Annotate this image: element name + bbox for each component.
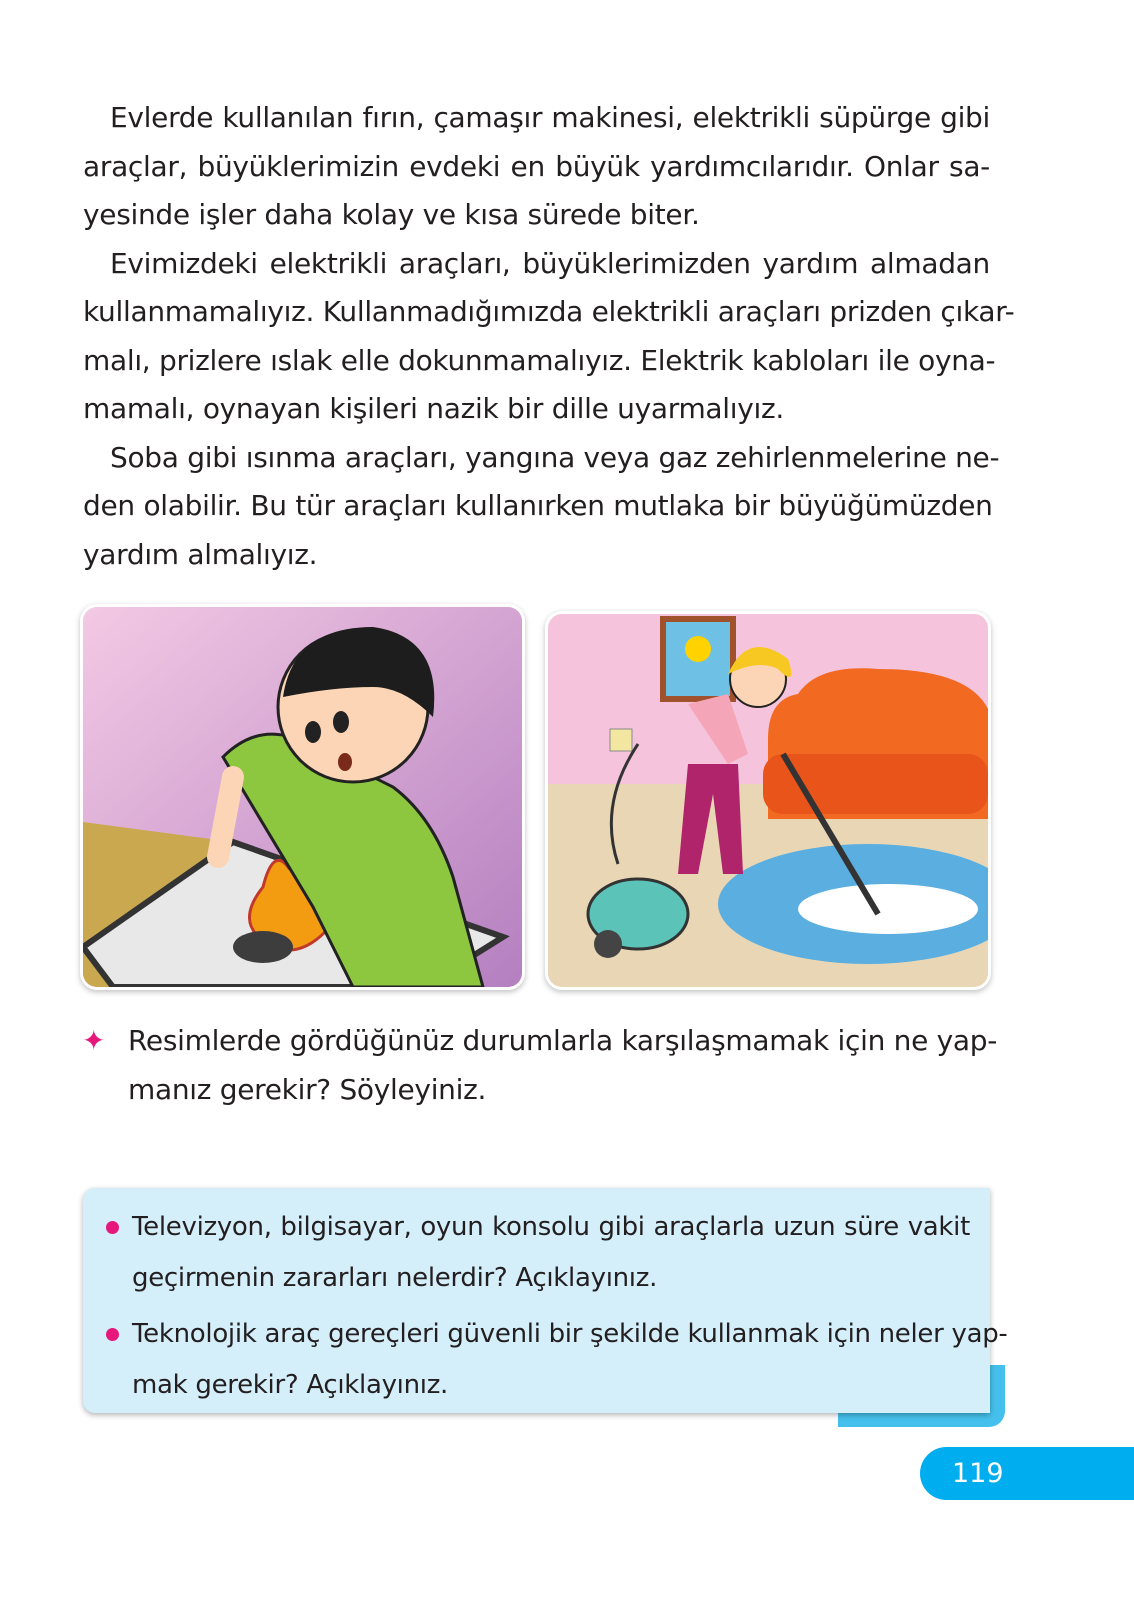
text-line: Evlerde kullanılan fırın, çamaşır makinesi, elektrikli süpürge gibi: [110, 101, 990, 134]
page-number: 119: [920, 1447, 1134, 1500]
bullet-icon: [106, 1221, 119, 1234]
box-item-2: [132, 1309, 1008, 1411]
text-line: Soba gibi ısınma araçları, yangına veya gaz zehirlenmelerine ne-: [110, 440, 1000, 474]
text-line: yardım almalıyız.: [83, 537, 318, 571]
illustration-boy-stove-fire: [83, 607, 522, 987]
illustration-girl-vacuum: [548, 614, 988, 987]
text-line: yesinde işler daha kolay ve kısa sürede biter.: [83, 198, 700, 231]
text-line: Evimizdeki elektrikli araçları, büyüklerimizden yardım almadan: [110, 246, 990, 280]
text-line: den olabilir. Bu tür araçları kullanırken mutlaka bir büyüğümüzden: [83, 489, 993, 522]
text-line: manız gerekir? Söyleyiniz.: [128, 1072, 487, 1106]
text-line: Teknolojik araç gereçleri güvenli bir şekilde kullanmak için neler yap-: [132, 1319, 1008, 1349]
paragraph-3: [83, 434, 1000, 580]
text-line: Televizyon, bilgisayar, oyun konsolu gibi araçlarla uzun süre vakit: [132, 1212, 970, 1242]
text-line: geçirmenin zararları nelerdir? Açıklayınız.: [132, 1263, 658, 1293]
text-line: araçlar, büyüklerimizin evdeki en büyük yardımcılarıdır. Onlar sa-: [83, 149, 990, 183]
paragraph-1: [83, 94, 990, 240]
box-item-1: [132, 1202, 970, 1304]
text-line: mamalı, oynayan kişileri nazik bir dille uyarmalıyız.: [83, 392, 784, 425]
question-text: [128, 1017, 998, 1114]
text-line: Resimlerde gördüğünüz durumlarla karşılaşmamak için ne yap-: [128, 1024, 998, 1057]
paragraph-2: [83, 240, 1015, 434]
text-line: kullanmamalıyız. Kullanmadığımızda elektrikli araçları prizden çıkar-: [83, 295, 1015, 328]
star-icon: ✦: [82, 1024, 106, 1057]
bullet-icon: [106, 1328, 119, 1341]
text-line: malı, prizlere ıslak elle dokunmamalıyız. Elektrik kabloları ile oyna-: [83, 343, 996, 377]
text-line: mak gerekir? Açıklayınız.: [132, 1370, 449, 1400]
